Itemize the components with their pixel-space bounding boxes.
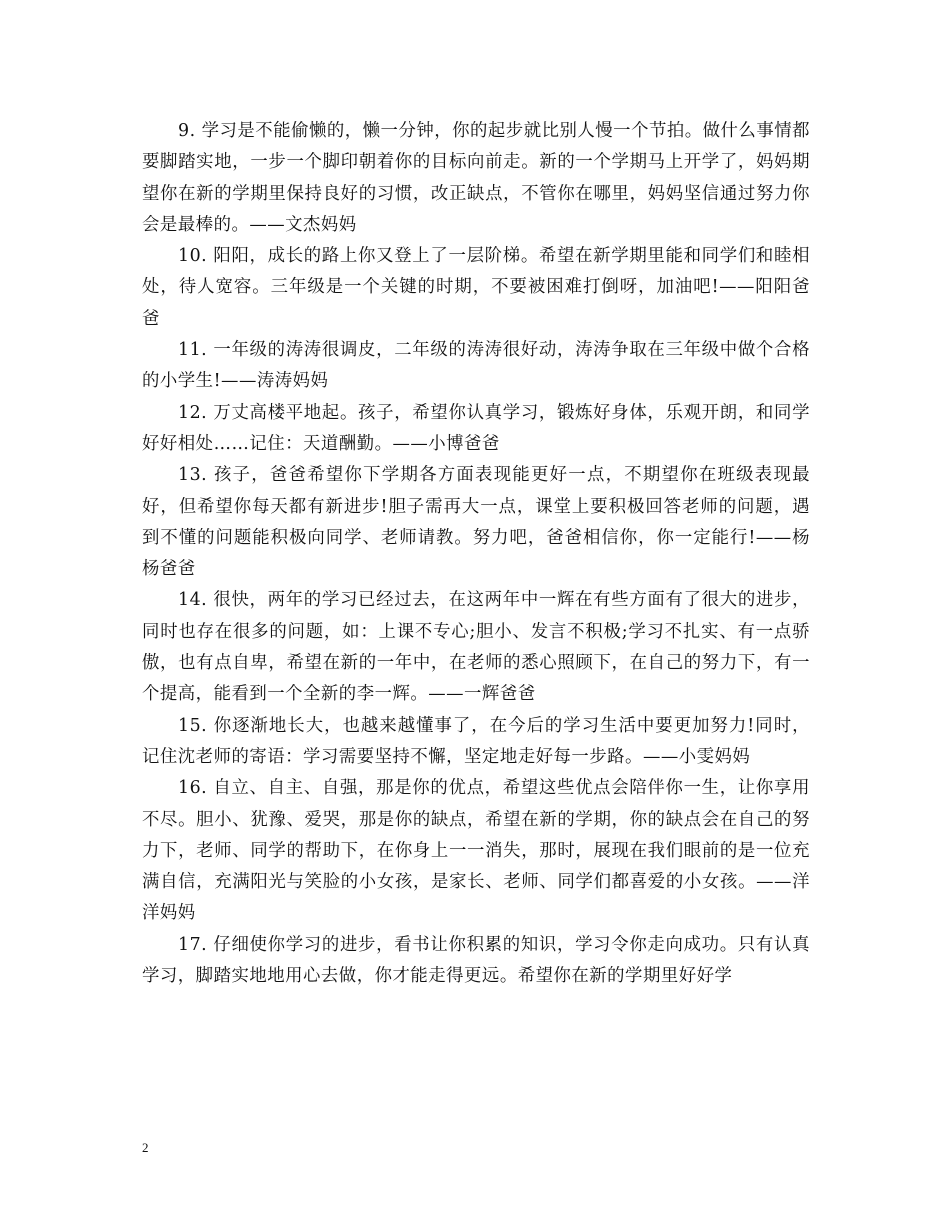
- paragraph-13: 13. 孩子，爸爸希望你下学期各方面表现能更好一点，不期望你在班级表现最好，但希望你每天都有新进步!胆子需再大一点，课堂上要积极回答老师的问题，遇到不懂的问题能积极向同学、老师请教。努力吧，爸爸相信你，你一定能行!——杨杨爸爸: [142, 465, 810, 580]
- paragraph-16: 16. 自立、自主、自强，那是你的优点，希望这些优点会陪伴你一生，让你享用不尽。胆小、犹豫、爱哭，那是你的缺点，希望在新的学期，你的缺点会在自己的努力下，老师、同学的帮助下，在你身上一一消失，那时，展现在我们眼前的是一位充满自信，充满阳光与笑脸的小女孩，是家长、老师、同学们都喜爱的小女孩。——洋洋妈妈: [142, 778, 810, 924]
- document-body: [142, 116, 810, 992]
- paragraph-11: 11. 一年级的涛涛很调皮，二年级的涛涛很好动，涛涛争取在三年级中做个合格的小学生!——涛涛妈妈: [142, 340, 810, 392]
- page-number: 2: [142, 1140, 149, 1155]
- paragraph-9: 9. 学习是不能偷懒的，懒一分钟，你的起步就比别人慢一个节拍。做什么事情都要脚踏实地，一步一个脚印朝着你的目标向前走。新的一个学期马上开学了，妈妈期望你在新的学期里保持良好的习惯，改正缺点，不管你在哪里，妈妈坚信通过努力你会是最棒的。——文杰妈妈: [142, 121, 810, 235]
- paragraph-10: 10. 阳阳，成长的路上你又登上了一层阶梯。希望在新学期里能和同学们和睦相处，待人宽容。三年级是一个关键的时期，不要被困难打倒呀，加油吧!——阳阳爸爸: [142, 246, 810, 329]
- paragraph-15: 15. 你逐渐地长大，也越来越懂事了，在今后的学习生活中要更加努力!同时，记住沈老师的寄语：学习需要坚持不懈，坚定地走好每一步路。——小雯妈妈: [142, 715, 810, 767]
- paragraph-12: 12. 万丈高楼平地起。孩子，希望你认真学习，锻炼好身体，乐观开朗，和同学好好相处……记住：天道酬勤。——小博爸爸: [142, 402, 810, 454]
- paragraph-17: 17. 仔细使你学习的进步，看书让你积累的知识，学习令你走向成功。只有认真学习，脚踏实地地用心去做，你才能走得更远。希望你在新的学期里好好学: [142, 934, 810, 987]
- paragraph-14: 14. 很快，两年的学习已经过去，在这两年中一辉在有些方面有了很大的进步，同时也存在很多的问题，如：上课不专心;胆小、发言不积极;学习不扎实、有一点骄傲，也有点自卑，希望在新的一年中，在老师的悉心照顾下，在自己的努力下，有一个提高，能看到一个全新的李一辉。——一辉爸爸: [142, 590, 810, 705]
